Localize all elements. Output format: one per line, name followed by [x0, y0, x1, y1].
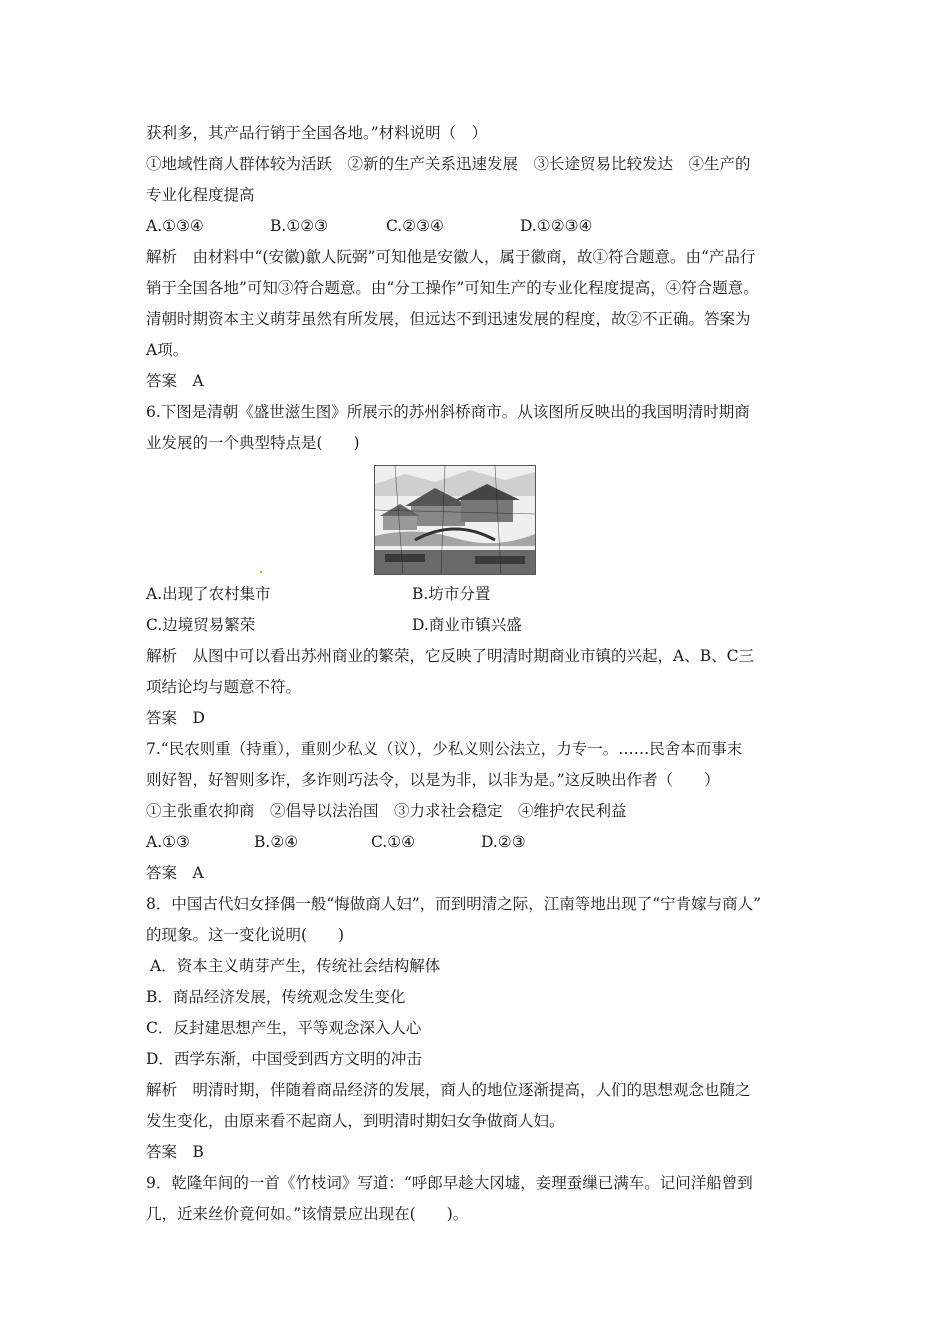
option-c: C.边境贸易繁荣 — [146, 616, 256, 634]
text-line: 获利多，其产品行销于全国各地。”材料说明（ ） — [146, 124, 488, 142]
figure-area — [146, 459, 811, 579]
option-b: B.①②③ — [270, 217, 329, 235]
option-d: D．西学东渐，中国受到西方文明的冲击 — [146, 1050, 422, 1068]
analysis-line: 发生变化，由原来看不起商人，到明清时期妇女争做商人妇。 — [146, 1112, 565, 1130]
question-stem: 9．乾隆年间的一首《竹枝词》写道：“呼郎早趁大冈墟，妾理蚕缫已满车。记问洋船曾到 — [146, 1174, 753, 1192]
option-b: B．商品经济发展，传统观念发生变化 — [146, 988, 406, 1006]
option-d: D.商业市镇兴盛 — [412, 616, 522, 634]
text-line: 专业化程度提高 — [146, 186, 255, 204]
option-a: A.①③ — [146, 833, 190, 851]
option-d: D.①②③④ — [520, 217, 593, 235]
answer-line: 答案 A — [146, 372, 204, 390]
option-b: B.②④ — [254, 833, 299, 851]
question-stem: 6.下图是清朝《盛世滋生图》所展示的苏州斜桥商市。从该图所反映出的我国明清时期商 — [146, 403, 750, 421]
q6-options-row2 — [146, 610, 811, 641]
option-c: C．反封建思想产生，平等观念深入人心 — [146, 1019, 422, 1037]
text-line: ①地域性商人群体较为活跃 ②新的生产关系迅速发展 ③长途贸易比较发达 ④生产的 — [146, 155, 751, 173]
document-page — [146, 118, 811, 1230]
option-d: D.②③ — [481, 833, 526, 851]
option-c: C.①④ — [371, 833, 416, 851]
stray-mark — [260, 571, 262, 573]
question-stem: 业发展的一个典型特点是( ) — [146, 434, 360, 452]
analysis-line: 解析 由材料中“(安徽)歙人阮弼”可知他是安徽人，属于徽商，故①符合题意。由“产品行 — [146, 248, 756, 266]
q5-options — [146, 211, 811, 242]
answer-line: 答案 B — [146, 1143, 204, 1161]
option-a: A.出现了农村集市 — [146, 585, 271, 603]
answer-line: 答案 D — [146, 709, 205, 727]
question-stem: 8．中国古代妇女择偶一般“悔做商人妇”，而到明清之际，江南等地出现了“宁肯嫁与商人” — [146, 895, 762, 913]
q6-options-row1 — [146, 579, 811, 610]
question-stem: 几，近来丝价竟何如。”该情景应出现在( )。 — [146, 1205, 469, 1223]
question-stem: 则好智，好智则多诈，多诈则巧法令，以是为非，以非为是。”这反映出作者（ ） — [146, 771, 720, 789]
question-stem: 的现象。这一变化说明( ) — [146, 926, 345, 944]
q7-choices: ①主张重农抑商 ②倡导以法治国 ③力求社会稳定 ④维护农民利益 — [146, 802, 627, 820]
option-a: A.①③④ — [146, 217, 204, 235]
q7-options — [146, 827, 811, 858]
analysis-line: A项。 — [146, 341, 189, 359]
answer-line: 答案 A — [146, 864, 204, 882]
illustration-image — [375, 466, 535, 574]
option-b: B.坊市分置 — [412, 585, 491, 603]
option-c: C.②③④ — [386, 217, 444, 235]
option-a: A．资本主义萌芽产生，传统社会结构解体 — [150, 957, 441, 975]
analysis-line: 清朝时期资本主义萌芽虽然有所发展，但远达不到迅速发展的程度，故②不正确。答案为 — [146, 310, 751, 328]
analysis-line: 解析 明清时期，伴随着商品经济的发展，商人的地位逐渐提高，人们的思想观念也随之 — [146, 1081, 751, 1099]
analysis-line: 解析 从图中可以看出苏州商业的繁荣，它反映了明清时期商业市镇的兴起，A、B、C三 — [146, 647, 754, 665]
question-stem: 7.“民农则重（持重），重则少私义（议），少私义则公法立，力专一。……民舍本而事末 — [146, 740, 743, 758]
analysis-line: 销于全国各地”可知③符合题意。由“分工操作”可知生产的专业化程度提高，④符合题意。 — [146, 279, 759, 297]
analysis-line: 项结论均与题意不符。 — [146, 678, 302, 696]
suzhou-market-illustration — [374, 465, 536, 575]
